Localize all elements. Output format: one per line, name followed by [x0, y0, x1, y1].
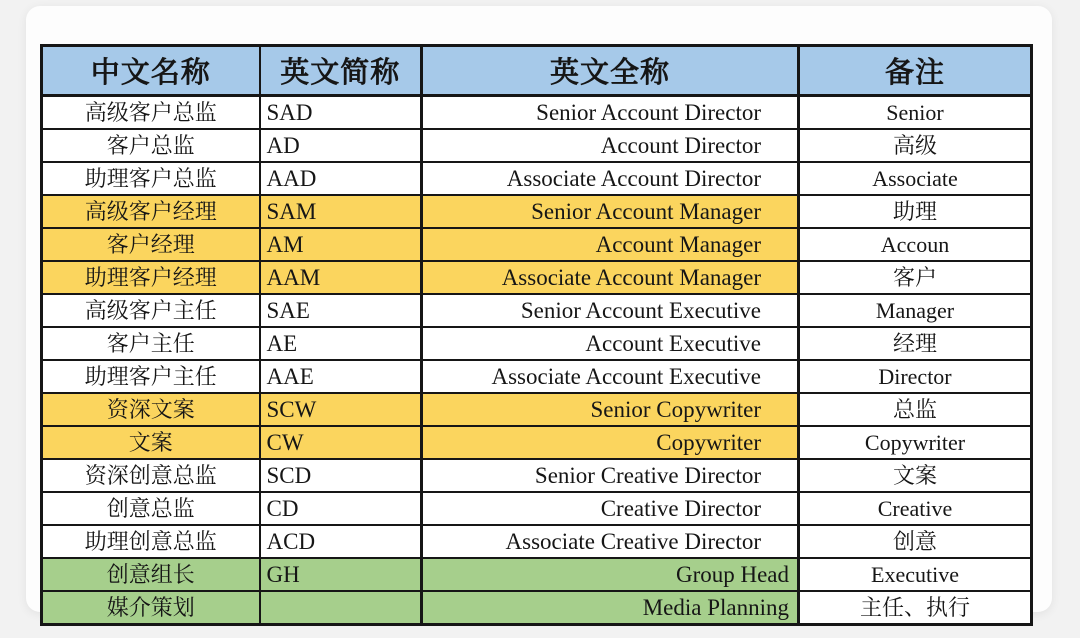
cell-notes: 创意: [799, 525, 1032, 558]
cell-en-abbr: AAE: [260, 360, 422, 393]
cell-cn-name: 媒介策划: [42, 591, 260, 625]
table-row: [42, 492, 1032, 525]
table-row: [42, 459, 1032, 492]
table-row: [42, 162, 1032, 195]
cell-cn-name: 创意总监: [42, 492, 260, 525]
cell-en-abbr: [260, 591, 422, 625]
header-cell-cn-name: 中文名称: [42, 46, 260, 96]
cell-en-full: Senior Account Director: [422, 96, 799, 130]
cell-en-full: Associate Account Executive: [422, 360, 799, 393]
cell-cn-name: 高级客户主任: [42, 294, 260, 327]
cell-cn-name: 客户总监: [42, 129, 260, 162]
cell-cn-name: 高级客户经理: [42, 195, 260, 228]
cell-en-abbr: SAM: [260, 195, 422, 228]
table-row: [42, 426, 1032, 459]
cell-en-full: Associate Creative Director: [422, 525, 799, 558]
cell-notes: Senior: [799, 96, 1032, 130]
header-cell-notes: 备注: [799, 46, 1032, 96]
cell-cn-name: 客户主任: [42, 327, 260, 360]
header-cell-en-full: 英文全称: [422, 46, 799, 96]
cell-notes: 客户: [799, 261, 1032, 294]
cell-cn-name: 助理创意总监: [42, 525, 260, 558]
cell-en-full: Senior Account Executive: [422, 294, 799, 327]
cell-cn-name: 客户经理: [42, 228, 260, 261]
table-row: [42, 96, 1032, 130]
cell-cn-name: 创意组长: [42, 558, 260, 591]
cell-en-full: Senior Creative Director: [422, 459, 799, 492]
cell-en-full: Associate Account Director: [422, 162, 799, 195]
job-titles-table: [40, 44, 1033, 626]
cell-notes: 经理: [799, 327, 1032, 360]
cell-notes: Executive: [799, 558, 1032, 591]
cell-cn-name: 文案: [42, 426, 260, 459]
cell-cn-name: 资深文案: [42, 393, 260, 426]
cell-en-abbr: AD: [260, 129, 422, 162]
cell-en-full: Creative Director: [422, 492, 799, 525]
cell-en-full: Copywriter: [422, 426, 799, 459]
cell-en-full: Group Head: [422, 558, 799, 591]
cell-en-full: Account Executive: [422, 327, 799, 360]
cell-en-abbr: GH: [260, 558, 422, 591]
table-row: [42, 360, 1032, 393]
cell-en-full: Senior Copywriter: [422, 393, 799, 426]
cell-cn-name: 资深创意总监: [42, 459, 260, 492]
cell-en-abbr: AAD: [260, 162, 422, 195]
cell-en-abbr: CW: [260, 426, 422, 459]
table-row: [42, 261, 1032, 294]
cell-en-abbr: AE: [260, 327, 422, 360]
table-row: [42, 591, 1032, 625]
cell-notes: 主任、执行: [799, 591, 1032, 625]
cell-cn-name: 助理客户经理: [42, 261, 260, 294]
cell-en-full: Account Manager: [422, 228, 799, 261]
cell-en-full: Account Director: [422, 129, 799, 162]
cell-en-full: Associate Account Manager: [422, 261, 799, 294]
cell-en-full: Senior Account Manager: [422, 195, 799, 228]
cell-notes: Accoun: [799, 228, 1032, 261]
cell-en-abbr: SCD: [260, 459, 422, 492]
header-cell-en-abbr: 英文简称: [260, 46, 422, 96]
content-card: [26, 6, 1052, 620]
cell-en-abbr: ACD: [260, 525, 422, 558]
cell-en-abbr: CD: [260, 492, 422, 525]
cell-notes: 总监: [799, 393, 1032, 426]
cell-en-abbr: SCW: [260, 393, 422, 426]
cell-cn-name: 助理客户主任: [42, 360, 260, 393]
cell-en-abbr: AAM: [260, 261, 422, 294]
table-row: [42, 327, 1032, 360]
cell-notes: Manager: [799, 294, 1032, 327]
table-row: [42, 393, 1032, 426]
cell-en-full: Media Planning: [422, 591, 799, 625]
table-row: [42, 558, 1032, 591]
cell-notes: Director: [799, 360, 1032, 393]
cell-notes: 助理: [799, 195, 1032, 228]
cell-notes: Associate: [799, 162, 1032, 195]
table-row: [42, 228, 1032, 261]
cell-notes: Creative: [799, 492, 1032, 525]
table-header-row: [42, 46, 1032, 96]
cell-en-abbr: SAE: [260, 294, 422, 327]
table-row: [42, 525, 1032, 558]
cell-notes: Copywriter: [799, 426, 1032, 459]
cell-notes: 高级: [799, 129, 1032, 162]
table-row: [42, 294, 1032, 327]
cell-cn-name: 助理客户总监: [42, 162, 260, 195]
cell-cn-name: 高级客户总监: [42, 96, 260, 130]
table-row: [42, 129, 1032, 162]
table-row: [42, 195, 1032, 228]
cell-en-abbr: SAD: [260, 96, 422, 130]
cell-notes: 文案: [799, 459, 1032, 492]
cell-en-abbr: AM: [260, 228, 422, 261]
